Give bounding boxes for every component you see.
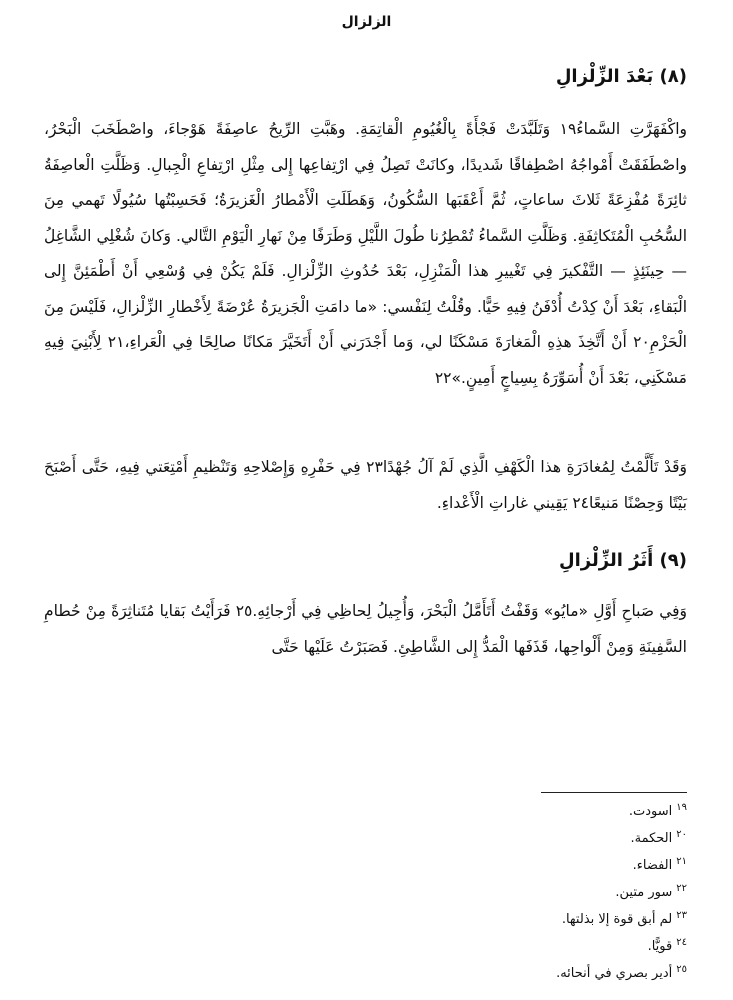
footnote-number: ٢٥ bbox=[676, 963, 687, 975]
footnote-number: ٢٤ bbox=[676, 936, 687, 948]
footnote-text: اسودت. bbox=[628, 804, 673, 819]
footnote-text: قويًّا. bbox=[647, 939, 673, 954]
running-head: الزلزال bbox=[341, 14, 392, 30]
footnote-text: أدير بصري في أنحائه. bbox=[556, 966, 673, 981]
footnote-item bbox=[44, 906, 687, 933]
footnote-number: ٢٠ bbox=[676, 828, 687, 840]
footnote-text: لم أبق قوة إلا بذلتها. bbox=[561, 912, 673, 927]
footnote-text: الحكمة. bbox=[630, 831, 673, 846]
footnote-text: الفضاء. bbox=[632, 858, 673, 873]
footnote-number: ٢٢ bbox=[676, 882, 687, 894]
footnote-item bbox=[44, 879, 687, 906]
footnote-item bbox=[44, 825, 687, 852]
footnote-text: سور متين. bbox=[615, 885, 673, 900]
footnote-number: ١٩ bbox=[676, 801, 687, 813]
section-heading-after-earthquake: (٨) بَعْدَ الزِّلْزالِ bbox=[555, 66, 687, 87]
footnote-item bbox=[44, 933, 687, 960]
footnote-number: ٢٣ bbox=[676, 909, 687, 921]
footnote-divider bbox=[541, 792, 687, 793]
footnote-number: ٢١ bbox=[676, 855, 687, 867]
footnotes-list bbox=[44, 798, 687, 987]
paragraph-may-morning: وَفِي صَباحِ أَوَّلِ «مايُو» وَقَفْتُ أَتَأَمَّلُ الْبَحْرَ، وَأُجِيلُ لِحاظِي فِي أَرْجائِهِ.٢٥ فَرَأَيْتُ بَقايا مُتَناثِرَةً مِنْ حُطامِ السَّفِينَةِ وَمِنْ أَلْواحِها، قَذَفَها الْمَدُّ إِلى الشَّاطِئِ. فَصَبَرْتُ عَلَيْها حَتَّى bbox=[44, 602, 688, 656]
footnote-item bbox=[44, 960, 687, 987]
footnote-item bbox=[44, 798, 687, 825]
section-heading-effect-of-earthquake: (٩) أَثَرُ الزِّلْزالِ bbox=[559, 550, 687, 571]
footnote-item bbox=[44, 852, 687, 879]
paragraph-leaving-cave: وَقَدْ تَأَلَّمْتُ لِمُغادَرَةِ هذا الْكَهْفِ الَّذِي لَمْ آلُ جُهْدًا٢٣ فِي حَفْرِهِ وَإِصْلاحِهِ وَتَنْظيمِ أَمْتِعَتي فِيهِ، حَتَّى أَصْبَحَ بَيْتًا وَحِصْنًا مَنيعًا٢٤ يَقِيني غاراتِ الْأَعْداءِ. bbox=[44, 458, 687, 512]
paragraph-storm: واكْفَهَرَّتِ السَّماءُ١٩ وَتَلَبَّدَتْ فَجْأَةً بِالْغُيُومِ الْقاتِمَةِ. وهَبَّتِ الرِّيحُ عاصِفَةً هَوْجاءَ، واصْطَخَبَ الْبَحْرُ، واصْطَفَقَتْ أَمْواجُهُ اصْطِفاقًا شَديدًا، وكانَتْ تَصِلُ فِي ارْتِفاعِها إِلى مِثْلِ ارْتِفاعِ الْجِبالِ. وَظَلَّتِ الْعاصِفَةُ ثائِرَةً مُفْزِعَةً ثَلاثَ ساعاتٍ، ثُمَّ أَعْقَبَها السُّكُونُ، وَهَطَلَتِ الْأَمْطارُ الْغَزيرَةُ؛ فَحَسِبْتُها سُيُولًا تَهمي مِنَ السُّحُبِ الْمُتَكاثِفَةِ. وَظَلَّتِ السَّماءُ تُمْطِرُنا طُولَ اللَّيْلِ وَطَرَفًا مِنْ نَهارِ الْيَوْمِ التَّالي. وَكانَ شُغْلِي الشَّاغِلُ — حِينَئِذٍ — التَّفْكيرَ فِي تَغْييرِ هذا الْمَنْزِلِ، بَعْدَ حُدُوثِ الزِّلْزالِ. فَلَمْ يَكُنْ فِي وُسْعِي أَنْ أَطْمَئِنَّ إِلى الْبَقاءِ، بَعْدَ أَنْ كِدْتُ أُدْفَنُ فِيهِ حَيًّا. وقُلْتُ لِنَفْسي: «ما دامَتِ الْجَزيرَةُ عُرْضَةً لِأَخْطارِ الزِّلْزالِ، فَلَيْسَ مِنَ الْحَزْمِ٢٠ أَنْ أَتَّخِذَ هذِهِ الْمَغارَةَ مَسْكَنًا لي، وَما أَجْدَرَني أَنْ أَتَخَيَّرَ مَكانًا صالِحًا فِي الْعَراءِ،٢١ لِأَبْنِيَ فِيهِ مَسْكَنِي، بَعْدَ أَنْ أُسَوِّرَهُ بِسِياجٍ أَمِينٍ.»٢٢ bbox=[44, 120, 687, 387]
